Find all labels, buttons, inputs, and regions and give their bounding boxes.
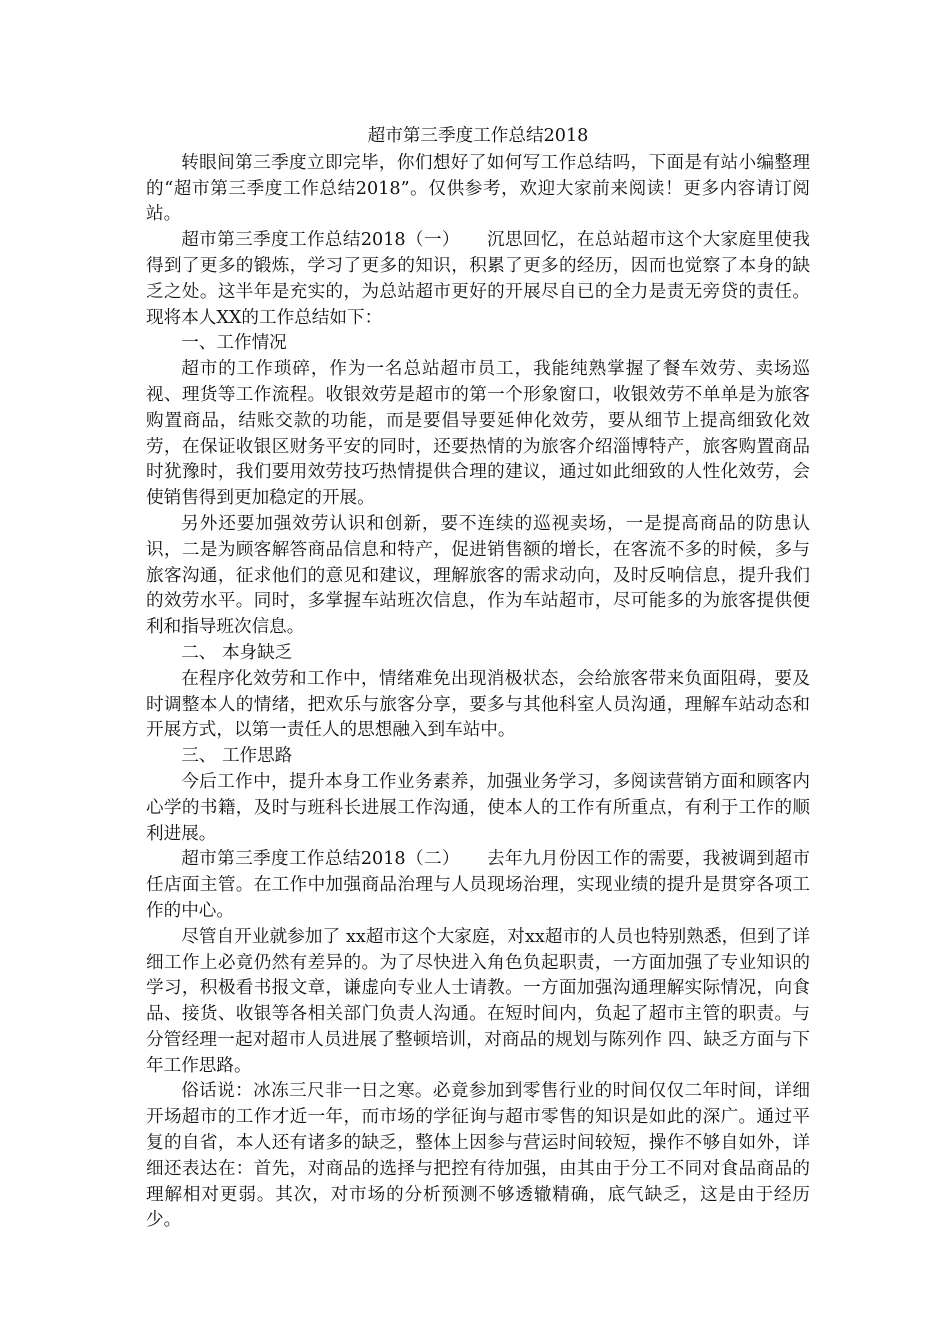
body-paragraph: 今后工作中，提升本身工作业务素养，加强业务学习，多阅读营销方面和顾客内心学的书籍，及时与班科长进展工作沟通，使本人的工作有所重点，有利于工作的顺利进展。 [146, 771, 810, 844]
body-paragraph: 另外还要加强效劳认识和创新，要不连续的巡视卖场，一是提高商品的防患认识，二是为顾客解答商品信息和特产，促进销售额的增长，在客流不多的时候，多与旅客沟通，征求他们的意见和建议，理解旅客的需求动向，及时反响信息，提升我们的效劳水平。同时，多掌握车站班次信息，作为车站超市，尽可能多的为旅客提供便利和指导班次信息。 [146, 513, 810, 638]
section-heading-shortcomings: 二、 本身缺乏 [181, 642, 293, 663]
intro-paragraph: 转眼间第三季度立即完毕，你们想好了如何写工作总结吗，下面是有站小编整理的“超市第三季度工作总结2018”。仅供参考，欢迎大家前来阅读！更多内容请订阅站。 [146, 152, 810, 225]
body-paragraph: 在程序化效劳和工作中，情绪难免出现消极状态，会给旅客带来负面阻碍，要及时调整本人的情绪，把欢乐与旅客分享，要多与其他科室人员沟通，理解车站动态和开展方式，以第一责任人的思想融入到车站中。 [146, 668, 810, 741]
summary-one-paragraph: 超市第三季度工作总结2018（一） 沉思回忆，在总站超市这个大家庭里使我得到了更多的锻炼，学习了更多的知识，积累了更多的经历，因而也觉察了本身的缺乏之处。这半年是充实的，为总站超市更好的开展尽自已的全力是责无旁贷的责任。 现将本人XX的工作总结如下： [146, 230, 810, 328]
body-paragraph: 尽管自开业就参加了 xx超市这个大家庭，对xx超市的人员也特别熟悉，但到了详细工作上必竟仍然有差异的。为了尽快进入角色负起职责，一方面加强了专业知识的学习，积极看书报文章，谦虚向专业人士请教。一方面加强沟通理解实际情况，向食品、接货、收银等各相关部门负责人沟通。在短时间内，负起了超市主管的职责。与分管经理一起对超市人员进展了整顿培训，对商品的规划与陈列作 四、缺乏方面与下年工作思路。 [146, 926, 810, 1076]
summary-two-paragraph: 超市第三季度工作总结2018（二） 去年九月份因工作的需要，我被调到超市任店面主管。在工作中加强商品治理与人员现场治理，实现业绩的提升是贯穿各项工作的中心。 [146, 849, 810, 921]
body-paragraph: 俗话说：冰冻三尺非一日之寒。必竟参加到零售行业的时间仅仅二年时间，详细开场超市的工作才近一年，而市场的学征询与超市零售的知识是如此的深广。通过平复的自省，本人还有诸多的缺乏，整体上因参与营运时间较短，操作不够自如外，详细还表达在：首先，对商品的选择与把控有待加强，由其由于分工不同对食品商品的理解相对更弱。其次，对市场的分析预测不够透辙精确，底气缺乏，这是由于经历少。 [146, 1081, 810, 1231]
document-title: 超市第三季度工作总结2018 [367, 126, 589, 146]
section-heading-work-status: 一、工作情况 [181, 333, 287, 354]
document-page [146, 124, 810, 1234]
body-paragraph: 超市的工作琐碎，作为一名总站超市员工，我能纯熟掌握了餐车效劳、卖场巡视、理货等工作流程。收银效劳是超市的第一个形象窗口，收银效劳不单单是为旅客购置商品，结账交款的功能，而是要倡导要延伸化效劳，要从细节上提高细致化效劳，在保证收银区财务平安的同时，还要热情的为旅客介绍淄博特产，旅客购置商品时犹豫时，我们要用效劳技巧热情提供合理的建议，通过如此细致的人性化效劳，会使销售得到更加稳定的开展。 [146, 359, 810, 509]
section-heading-work-plan: 三、 工作思路 [181, 746, 293, 767]
